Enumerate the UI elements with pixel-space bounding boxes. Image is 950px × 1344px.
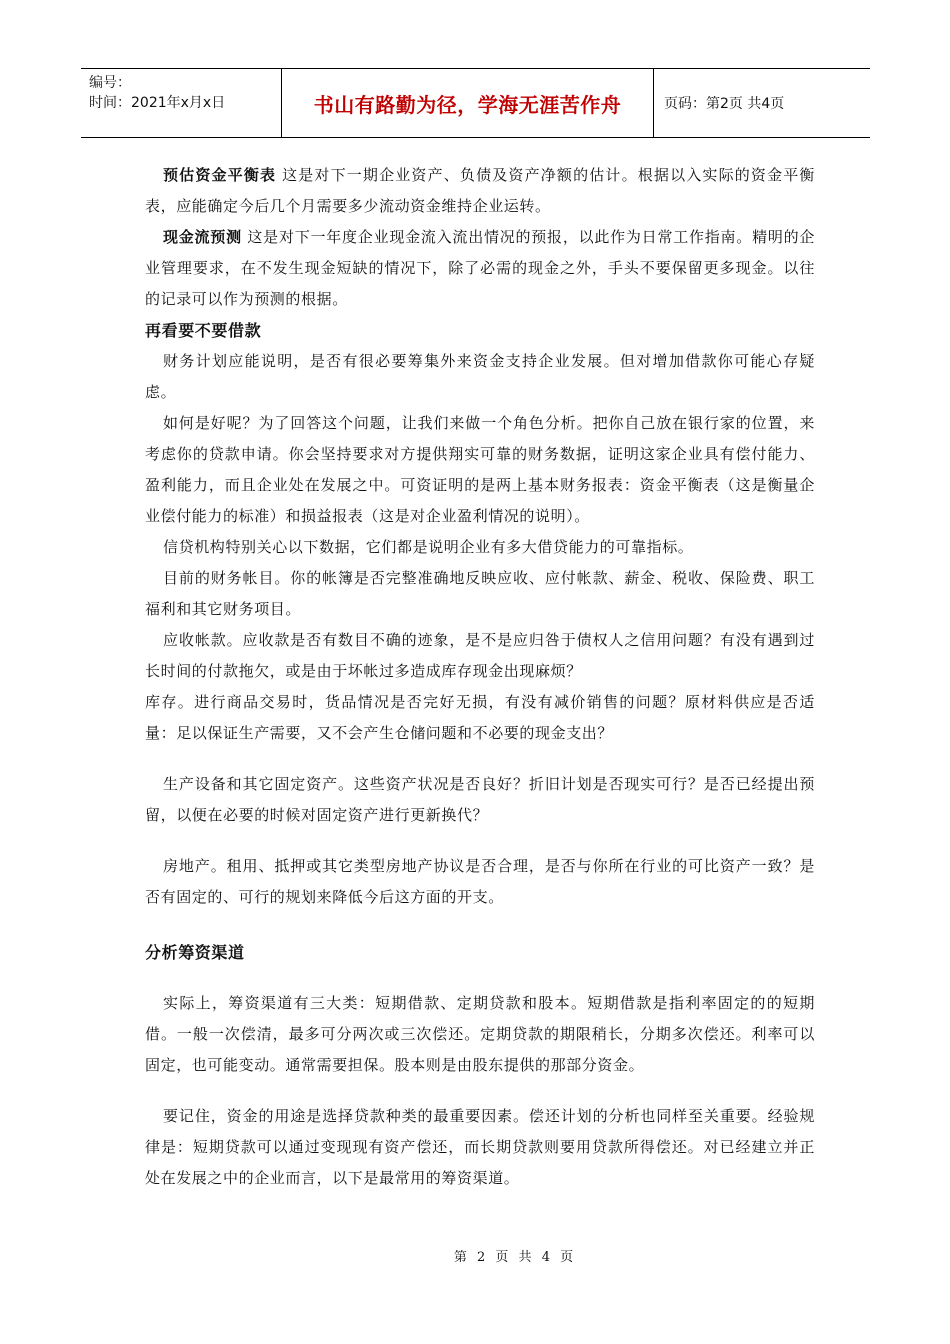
paragraph: 如何是好呢？为了回答这个问题，让我们来做一个角色分析。把你自己放在银行家的位置，来考虑你的贷款申请。你会坚持要求对方提供翔实可靠的财务数据，证明这家企业具有偿付能力、盈利能力，而且企业处在发展之中。可资证明的是两上基本财务报表：资金平衡表（这是衡量企业偿付能力的标准）和损益报表（这是对企业盈利情况的说明）。 xyxy=(145,414,815,525)
term-cash-flow: 现金流预测 xyxy=(163,228,242,246)
paragraph: 库存。进行商品交易时，货品情况是否完好无损，有没有减价销售的问题？原材料供应是否适量：足以保证生产需要，又不会产生仓储问题和不必要的现金支出？ xyxy=(145,693,815,742)
header-motto: 书山有路勤为径，学海无涯苦作舟 xyxy=(281,69,654,137)
paragraph-balance-sheet xyxy=(145,160,815,222)
page-footer: 第 2 页 共 4 页 xyxy=(453,1250,577,1265)
paragraph: 信贷机构特别关心以下数据，它们都是说明企业有多大借贷能力的可靠指标。 xyxy=(163,538,694,556)
paragraph: 实际上，筹资渠道有三大类：短期借款、定期贷款和股本。短期借款是指利率固定的的短期借。一般一次偿清，最多可分两次或三次偿还。定期贷款的期限稍长，分期多次偿还。利率可以固定，也可能变动。通常需要担保。股本则是由股东提供的那部分资金。 xyxy=(145,994,815,1074)
header-page-info: 页码：第2页 共4页 xyxy=(664,96,785,112)
heading-borrowing: 再看要不要借款 xyxy=(145,321,262,340)
term-balance-sheet: 预估资金平衡表 xyxy=(163,166,277,184)
paragraph-text: 这是对下一期企业资产、负债及资产净额的估计。根据以入实际的资金平衡表，应能确定今后几个月需要多少流动资金维持企业运转。 xyxy=(145,166,816,215)
time-label: 时间：2021年x月x日 xyxy=(89,95,226,111)
serial-label: 编号： xyxy=(89,75,131,91)
header-meta xyxy=(81,69,281,137)
paragraph: 目前的财务帐目。你的帐簿是否完整准确地反映应收、应付帐款、薪金、税收、保险费、职工福利和其它财务项目。 xyxy=(145,569,815,618)
paragraph: 生产设备和其它固定资产。这些资产状况是否良好？折旧计划是否现实可行？是否已经提出预留，以便在必要的时候对固定资产进行更新换代？ xyxy=(145,775,815,824)
page-header xyxy=(81,68,870,138)
paragraph: 房地产。租用、抵押或其它类型房地产协议是否合理，是否与你所在行业的可比资产一致？是否有固定的、可行的规划来降低今后这方面的开支。 xyxy=(145,857,815,906)
spacer xyxy=(145,831,815,851)
paragraph: 应收帐款。应收款是否有数目不确的迹象，是不是应归咎于债权人之信用问题？有没有遇到过长时间的付款拖欠，或是由于坏帐过多造成库存现金出现麻烦？ xyxy=(145,631,815,680)
heading-financing-channels: 分析筹资渠道 xyxy=(145,943,245,962)
spacer xyxy=(145,1081,815,1101)
paragraph-cash-flow xyxy=(145,222,815,315)
paragraph-text: 这是对下一年度企业现金流入流出情况的预报，以此作为日常工作指南。精明的企业管理要求，在不发生现金短缺的情况下，除了必需的现金之外，手头不要保留更多现金。以往的记录可以作为预测的根据。 xyxy=(145,228,815,308)
paragraph: 要记住，资金的用途是选择贷款种类的最重要因素。偿还计划的分析也同样至关重要。经验规律是：短期贷款可以通过变现现有资产偿还，而长期贷款则要用贷款所得偿还。对已经建立并正处在发展之中的企业而言，以下是最常用的筹资渠道。 xyxy=(145,1107,815,1187)
spacer xyxy=(145,913,815,937)
paragraph: 财务计划应能说明，是否有很必要筹集外来资金支持企业发展。但对增加借款你可能心存疑虑。 xyxy=(145,352,815,401)
document-body xyxy=(145,160,815,1194)
spacer xyxy=(145,968,815,988)
spacer xyxy=(145,749,815,769)
